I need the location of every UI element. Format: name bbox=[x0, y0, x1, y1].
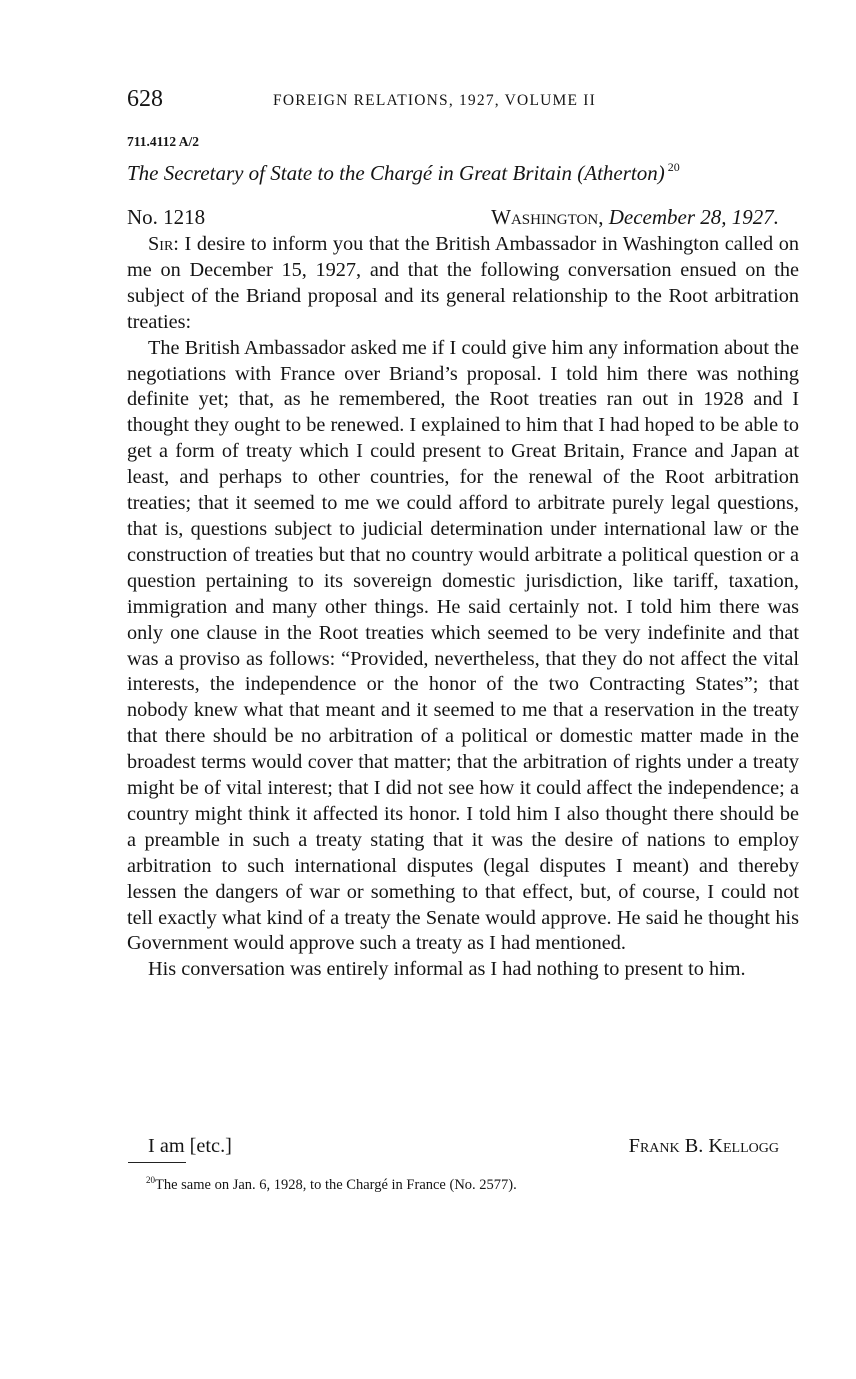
footnote bbox=[146, 1175, 517, 1194]
signature: Frank B. Kellogg bbox=[628, 1135, 779, 1157]
footnote-rule bbox=[128, 1162, 186, 1163]
page-number: 628 bbox=[127, 86, 163, 112]
running-title: FOREIGN RELATIONS, 1927, VOLUME II bbox=[273, 92, 596, 109]
dateline-place: Washington, bbox=[491, 205, 604, 229]
complimentary-close: I am [etc.] bbox=[148, 1135, 232, 1157]
dateline-date: December 28, 1927. bbox=[608, 205, 779, 229]
footnote-text: The same on Jan. 6, 1928, to the Chargé in France (No. 2577). bbox=[155, 1177, 517, 1193]
paragraph-3: His conversation was entirely informal as I had nothing to present to him. bbox=[148, 958, 746, 981]
document-heading bbox=[127, 160, 817, 186]
paragraph-1-text: I desire to inform you that the British Ambassador in Washington called on me on December 15, 1927, and that the following conversation ensued on the subject of the Briand proposal and its general relationship to the Root arbitration treaties: bbox=[127, 233, 799, 333]
file-number: 711.4112 A/2 bbox=[127, 134, 200, 149]
letter-body bbox=[127, 232, 799, 983]
place-and-date bbox=[491, 205, 779, 230]
paragraph-1 bbox=[127, 232, 799, 336]
heading-footnote-ref: 20 bbox=[667, 160, 680, 174]
running-header bbox=[127, 86, 807, 118]
dispatch-number: No. 1218 bbox=[127, 205, 206, 229]
closing bbox=[127, 1135, 779, 1163]
footnote-marker: 20 bbox=[146, 1175, 155, 1185]
salutation: Sir: bbox=[148, 233, 179, 255]
heading-text: The Secretary of State to the Chargé in Great Britain (Atherton) bbox=[127, 161, 665, 185]
paragraph-2: The British Ambassador asked me if I could give him any information about the negotiations with France over Briand’s proposal. I told him there was nothing definite yet; that, as he remembered, the Root treaties ran out in 1928 and I thought they ought to be renewed. I explained to him that I had hoped to be able to get a form of treaty which I could present to Great Britain, France and Japan at least, and perhaps to other countries, for the renewal of the Root arbitration treaties; that it seemed to me we could afford to arbitrate purely legal questions, that is, questions subject to judicial determination under international law or the construction of treaties but that no country would arbitrate a political question or a question pertaining to its sovereign domestic jurisdiction, like tariff, taxation, immigration and many other things. He said certainly not. I told him there was only one clause in the Root treaties which seemed to be very indefinite and that was a proviso as follows: “Provided, nevertheless, that they do not affect the vital interests, the independence or the honor of the two Contracting States”; that nobody knew what that meant and it seemed to me that a reservation in the treaty that there should be no arbitration of a political or domestic matter made in the broadest terms would cover that matter; that the arbitration of rights under a treaty might be of vital interest; that I did not see how it could affect the independence; a country might think it affected its honor. I told him I also thought there should be a preamble in such a treaty stating that it was the desire of nations to employ arbitration to such international disputes (legal disputes I meant) and thereby lessen the dangers of war or something to that effect, but, of course, I could not tell exactly what kind of a treaty the Senate would approve. He said he thought his Government would approve such a treaty as I had mentioned. bbox=[127, 336, 799, 955]
